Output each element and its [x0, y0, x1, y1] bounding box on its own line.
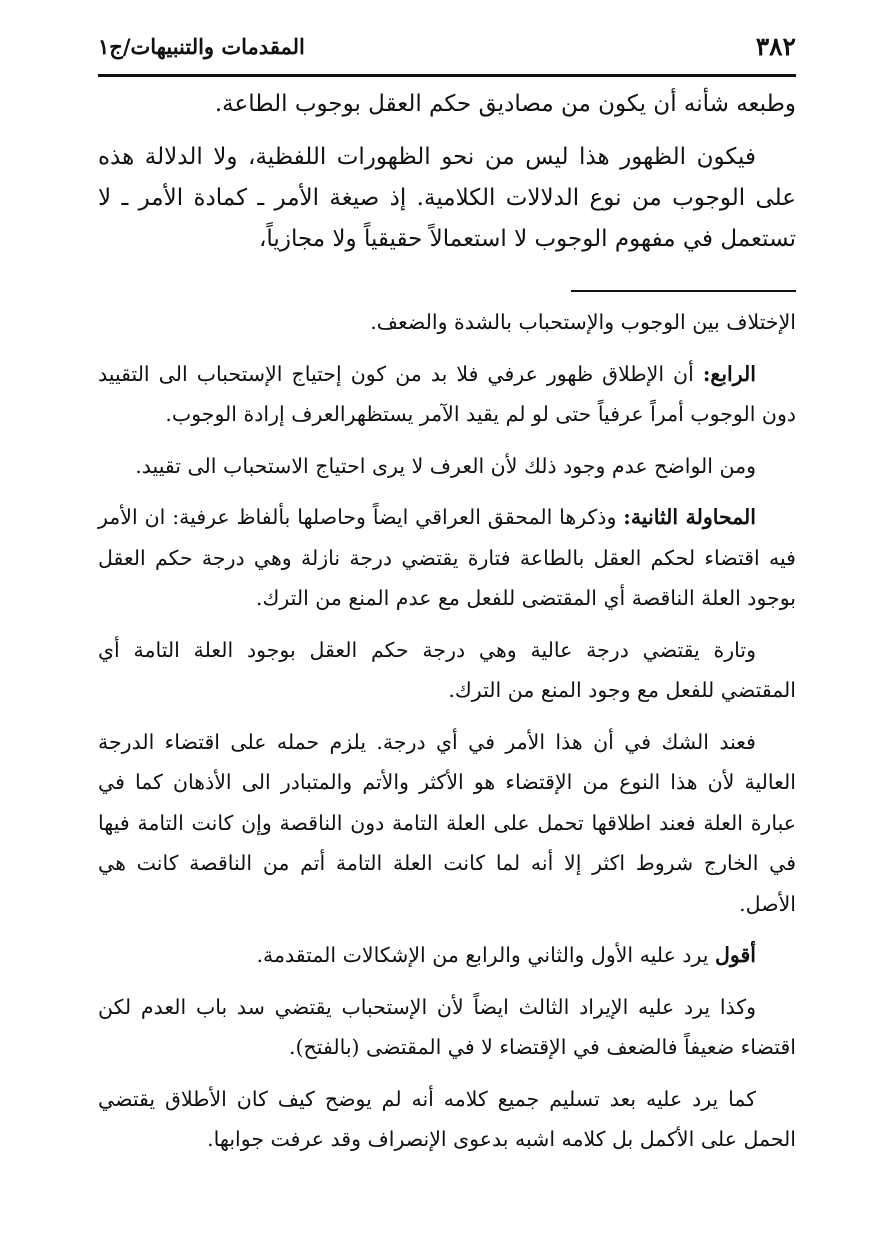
footnote-divider [571, 290, 796, 292]
note-paragraph [98, 497, 796, 619]
running-title: المقدمات والتنبيهات/ج١ [98, 34, 305, 59]
note-paragraph: كما يرد عليه بعد تسليم جميع كلامه أنه لم يوضح كيف كان الأطلاق يقتضي الحمل على الأكمل بل كلامه اشبه بدعوى الإنصراف وقد عرفت جوابها. [98, 1086, 796, 1151]
note-paragraph: ومن الواضح عدم وجود ذلك لأن العرف لا يرى احتياج الاستحباب الى تقييد. [135, 453, 756, 478]
note-paragraph [98, 935, 796, 976]
page-header [98, 28, 796, 70]
note-paragraph [98, 354, 796, 435]
footnotes [98, 302, 796, 1171]
note-paragraph: فعند الشك في أن هذا الأمر في أي درجة. يلزم حمله على اقتضاء الدرجة العالية لأن هذا النوع من الإقتضاء هو الأكثر والأتم والمتبادر الى الأذهان كما في عبارة العلة فعند اطلاقها تحمل على العلة التامة دون الناقصة وإن كانت التامة فيها في الخارج شروط اكثر إلا أنه لما كانت العلة التامة أتم من الناقصة كانت هي الأصل. [98, 729, 796, 916]
note-label: المحاولة الثانية: [623, 505, 757, 529]
note-text: أن الإطلاق ظهور عرفي فلا بد من كون إحتياج الإستحباب الى التقييد دون الوجوب أمراً عرفياً حتى لو لم يقيد الآمر يستظهرالعرف إرادة الوجوب. [98, 361, 796, 426]
main-text [98, 84, 796, 272]
note-text: وذكرها المحقق العراقي ايضاً وحاصلها بألفاظ عرفية: ان الأمر فيه اقتضاء لحكم العقل بالطاعة فتارة يقتضي درجة نازلة وهي درجة حكم العقل بوجود العلة الناقصة أي المقتضى للفعل مع عدم المنع من الترك. [98, 505, 796, 610]
note-label: أقول [715, 943, 756, 967]
paragraph: وطبعه شأنه أن يكون من مصاديق حكم العقل بوجوب الطاعة. [214, 91, 796, 117]
note-text: يرد عليه الأول والثاني والرابع من الإشكالات المتقدمة. [256, 943, 716, 967]
note-paragraph: وكذا يرد عليه الإيراد الثالث ايضاً لأن الإستحباب يقتضي سد باب العدم لكن اقتضاء ضعيفاً فالضعف في الإقتضاء لا في المقتضى (بالفتح). [98, 994, 796, 1059]
page-number: ٣٨٢ [755, 32, 796, 61]
header-divider [98, 74, 796, 77]
note-paragraph: الإختلاف بين الوجوب والإستحباب بالشدة والضعف. [370, 310, 796, 334]
note-paragraph: وتارة يقتضي درجة عالية وهي درجة حكم العقل بوجود العلة التامة أي المقتضي للفعل مع وجود المنع من الترك. [98, 637, 796, 702]
paragraph: فيكون الظهور هذا ليس من نحو الظهورات اللفظية، ولا الدلالة هذه على الوجوب من نوع الدلالات الكلامية. إذ صيغة الأمر ـ كمادة الأمر ـ لا تستعمل في مفهوم الوجوب لا استعمالاً حقيقياً ولا مجازياً، [98, 144, 796, 252]
note-label: الرابع: [702, 361, 756, 386]
